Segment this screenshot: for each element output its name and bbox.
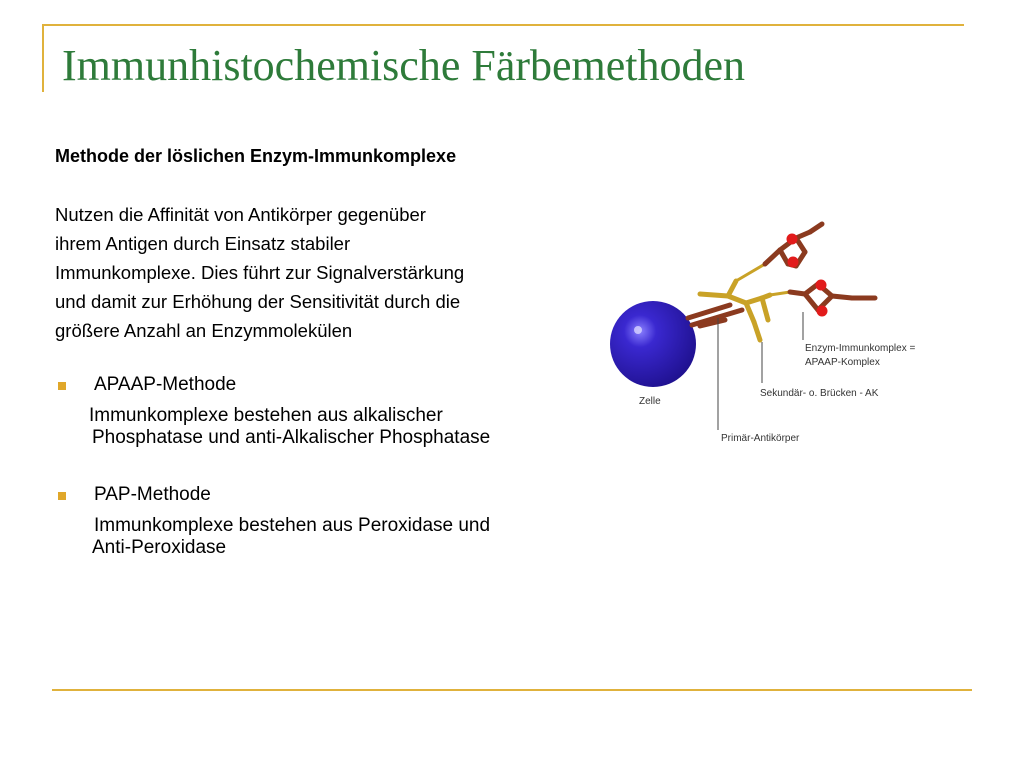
apaap-description-line: Phosphatase und anti-Alkalischer Phosphatase	[92, 427, 491, 448]
enzyme-complex-lower	[790, 284, 875, 310]
pap-description-line: Anti-Peroxidase	[92, 537, 227, 558]
bullet-marker	[58, 492, 66, 500]
cell-sphere	[610, 301, 696, 387]
slide-title: Immunhistochemische Färbemethoden	[62, 41, 746, 90]
title-frame-top-line	[42, 24, 964, 26]
pap-description-line: Immunkomplexe bestehen aus Peroxidase und	[94, 515, 491, 536]
intro-line: ihrem Antigen durch Einsatz stabiler	[55, 233, 351, 254]
intro-line: größere Anzahl an Enzymmolekülen	[55, 320, 353, 341]
secondary-antibody-label: Sekundär- o. Brücken - AK	[760, 388, 879, 399]
title-frame-left-line	[42, 24, 44, 92]
enzyme-molecule	[787, 234, 798, 245]
primary-antibody	[688, 305, 742, 326]
enzyme-molecule	[816, 280, 827, 291]
primary-antibody-label: Primär-Antikörper	[721, 433, 800, 444]
bullet-marker	[58, 382, 66, 390]
complex-label-line2: APAAP-Komplex	[805, 357, 880, 368]
complex-label-line1: Enzym-Immunkomplex =	[805, 343, 916, 354]
intro-line: Immunkomplexe. Dies führt zur Signalverstärkung	[55, 262, 465, 283]
method-subheading: Methode der löslichen Enzym-Immunkomplexe	[55, 146, 457, 166]
cell-highlight	[634, 326, 642, 334]
intro-paragraph	[55, 200, 464, 345]
cell-label: Zelle	[639, 396, 661, 407]
connector-strands	[736, 264, 790, 295]
apaap-bullet-label: APAAP-Methode	[94, 374, 237, 395]
intro-line: Nutzen die Affinität von Antikörper gegenüber	[55, 204, 426, 225]
intro-line: und damit zur Erhöhung der Sensitivität durch die	[55, 291, 461, 312]
apaap-description-line: Immunkomplexe bestehen aus alkalischer	[89, 405, 443, 426]
footer-divider	[52, 689, 972, 691]
enzyme-molecule	[788, 257, 799, 268]
enzyme-molecule	[817, 306, 828, 317]
apaap-complex-diagram	[600, 210, 960, 460]
pap-bullet-label: PAP-Methode	[94, 484, 211, 505]
